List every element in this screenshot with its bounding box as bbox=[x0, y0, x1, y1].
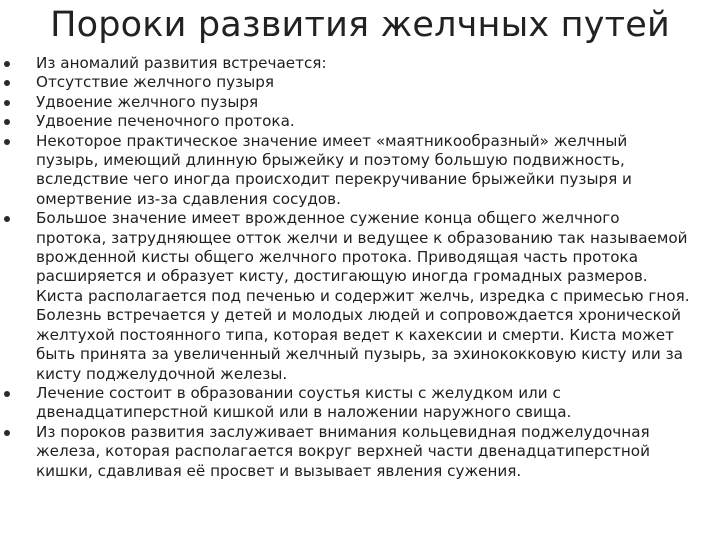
bullet-item bbox=[4, 112, 694, 131]
bullet-dot-icon bbox=[4, 100, 10, 106]
bullet-dot-icon bbox=[4, 139, 10, 145]
bullet-item bbox=[4, 132, 694, 210]
slide-title: Пороки развития желчных путей bbox=[50, 5, 670, 45]
bullet-text: Большое значение имеет врожденное сужение конца общего желчного протока, затрудняющее отток желчи и ведущее к образованию так называемой врожденной кисты общего желчного протока. Приводящая часть протока расширяется и образует кисту, достигающую иногда громадных размеров. Киста располагается под печенью и содержит желчь, изредка с примесью гноя. Болезнь встречается у детей и молодых людей и сопровождается хронической желтухой постоянного типа, которая ведет к кахексии и смерти. Киста может быть принята за увеличенный желчный пузырь, за эхинококковую кисту или за кисту поджелудочной железы. bbox=[36, 209, 690, 383]
bullet-dot-icon bbox=[4, 119, 10, 125]
bullet-text: Удвоение желчного пузыря bbox=[36, 92, 259, 111]
bullet-item bbox=[4, 54, 694, 73]
bullet-text: Некоторое практическое значение имеет «маятникообразный» желчный пузырь, имеющий длинную брыжейку и поэтому большую подвижность, вследствие чего иногда происходит перекручивание брыжейки пузыря и омертвение из-за сдавления сосудов. bbox=[36, 131, 632, 208]
bullet-dot-icon bbox=[4, 391, 10, 397]
bullet-dot-icon bbox=[4, 216, 10, 222]
bullet-text: Лечение состоит в образовании соустья кисты с желудком или с двенадцатиперстной кишкой или в наложении наружного свища. bbox=[36, 383, 572, 422]
bullet-item bbox=[4, 93, 694, 112]
bullet-text: Удвоение печеночного протока. bbox=[36, 112, 295, 131]
bullet-list bbox=[4, 54, 694, 481]
bullet-text: Отсутствие желчного пузыря bbox=[36, 73, 274, 92]
bullet-dot-icon bbox=[4, 430, 10, 436]
bullet-item bbox=[4, 423, 694, 481]
bullet-dot-icon bbox=[4, 80, 10, 86]
bullet-item bbox=[4, 209, 694, 384]
bullet-dot-icon bbox=[4, 61, 10, 67]
bullet-text: Из аномалий развития встречается: bbox=[36, 54, 327, 72]
bullet-text: Из пороков развития заслуживает внимания кольцевидная поджелудочная железа, которая располагается вокруг верхней части двенадцатиперстной кишки, сдавливая её просвет и вызывает явления сужения. bbox=[36, 422, 650, 480]
bullet-item bbox=[4, 73, 694, 92]
bullet-item bbox=[4, 384, 694, 423]
